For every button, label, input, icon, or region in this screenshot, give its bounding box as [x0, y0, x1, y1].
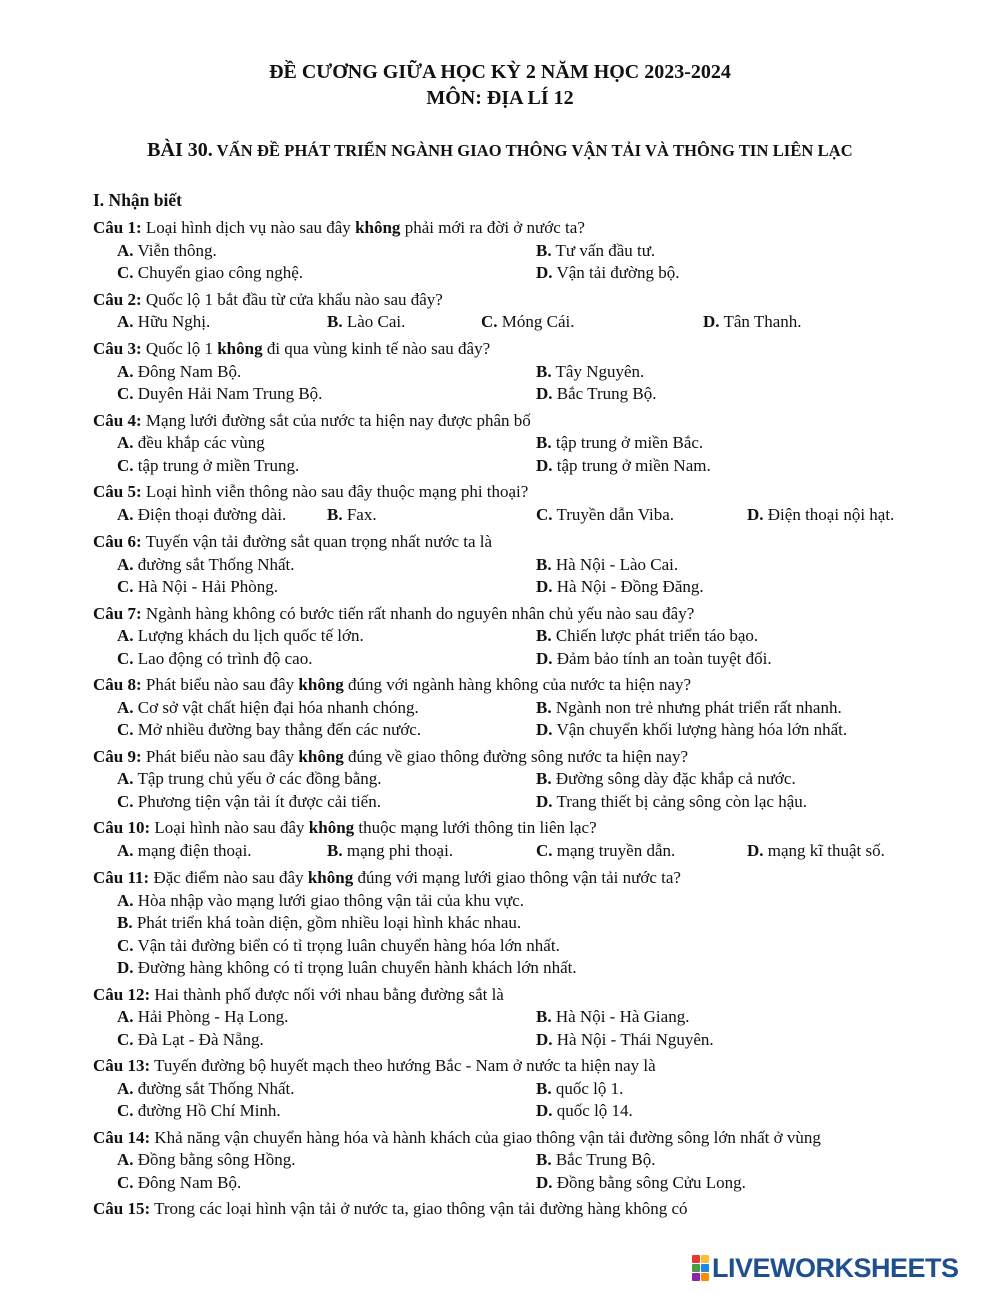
option-text: Đông Nam Bộ.	[137, 1172, 242, 1192]
option-label: C.	[117, 720, 134, 740]
option-text: mạng phi thoại.	[346, 840, 454, 860]
question-keyword: không	[308, 818, 355, 838]
answer-option[interactable]	[536, 383, 656, 406]
question-item	[93, 1055, 953, 1123]
answer-option[interactable]	[536, 432, 703, 455]
option-label: D.	[536, 577, 553, 597]
question-number: Câu 4:	[93, 410, 142, 430]
option-label: B.	[536, 433, 552, 453]
answer-option[interactable]	[327, 504, 377, 527]
option-text: Lượng khách du lịch quốc tế lớn.	[137, 626, 364, 646]
option-text: Chiến lược phát triển táo bạo.	[555, 626, 759, 646]
option-label: D.	[536, 648, 553, 668]
answer-option[interactable]	[536, 768, 796, 791]
option-text: Đông Nam Bộ.	[137, 361, 242, 381]
option-text: mạng kĩ thuật số.	[767, 840, 885, 860]
question-text-end: phải mới ra đời ở nước ta?	[400, 218, 585, 237]
answer-option[interactable]	[117, 554, 295, 577]
option-text: Chuyển giao công nghệ.	[137, 263, 304, 283]
option-label: B.	[536, 769, 552, 789]
question-stem	[93, 746, 953, 769]
answer-option[interactable]	[117, 957, 577, 980]
option-label: A.	[117, 1007, 134, 1027]
question-item	[93, 984, 953, 1052]
option-text: Mở nhiều đường bay thẳng đến các nước.	[137, 720, 422, 740]
answer-option[interactable]	[536, 240, 655, 263]
answer-option[interactable]	[327, 311, 405, 334]
question-text: Phát biểu nào sau đây	[141, 675, 299, 695]
question-item	[93, 1198, 953, 1221]
option-label: A.	[117, 504, 134, 524]
option-label: D.	[536, 263, 553, 283]
option-label: C.	[536, 840, 553, 860]
question-text-end: đúng với ngành hàng không của nước ta hiện nay?	[343, 675, 692, 695]
question-stem	[93, 289, 953, 312]
answer-option[interactable]	[117, 383, 322, 406]
answer-options	[117, 1078, 953, 1123]
option-text: Cơ sở vật chất hiện đại hóa nhanh chóng.	[137, 697, 419, 717]
question-text: Tuyến vận tải đường sắt quan trọng nhất nước ta là	[141, 531, 493, 551]
option-text: Đồng bằng sông Cửu Long.	[556, 1172, 746, 1192]
question-item	[93, 481, 953, 527]
option-label: D.	[536, 455, 553, 475]
option-label: C.	[117, 648, 134, 668]
answer-option[interactable]	[536, 504, 674, 527]
answer-option[interactable]	[536, 1149, 656, 1172]
option-label: B.	[536, 1007, 552, 1027]
option-text: Lào Cai.	[346, 312, 406, 332]
option-label: B.	[536, 626, 552, 646]
question-stem	[93, 481, 953, 504]
question-stem	[93, 867, 953, 890]
question-stem	[93, 817, 953, 840]
option-text: Đồng bằng sông Hồng.	[137, 1150, 296, 1170]
question-keyword: không	[298, 675, 344, 695]
answer-option[interactable]	[117, 935, 560, 958]
question-text: Đặc điểm nào sau đây	[149, 867, 308, 887]
answer-option[interactable]	[117, 697, 419, 720]
question-item	[93, 1127, 953, 1195]
option-label: D.	[536, 384, 553, 404]
option-label: B.	[327, 840, 343, 860]
question-text: Trong các loại hình vận tải ở nước ta, giao thông vận tải đường hàng không có	[150, 1199, 688, 1219]
option-text: đường Hồ Chí Minh.	[137, 1101, 281, 1121]
question-text: Loại hình nào sau đây	[150, 818, 309, 838]
option-label: D.	[747, 840, 764, 860]
answer-option[interactable]	[117, 625, 364, 648]
answer-option[interactable]	[117, 840, 252, 863]
question-keyword: không	[217, 339, 263, 359]
option-text: Truyền dẫn Viba.	[556, 504, 674, 524]
question-number: Câu 12:	[93, 984, 151, 1004]
option-label: A.	[117, 1078, 134, 1098]
liveworksheets-logo-icon	[692, 1255, 709, 1281]
logo-square	[701, 1264, 709, 1272]
option-label: A.	[117, 433, 134, 453]
logo-square	[692, 1255, 700, 1263]
answer-option[interactable]	[481, 311, 575, 334]
option-label: A.	[117, 240, 134, 260]
question-keyword: không	[298, 746, 344, 766]
option-text: Tây Nguyên.	[555, 361, 645, 381]
option-text: Hà Nội - Thái Nguyên.	[556, 1029, 714, 1049]
question-text: Loại hình dịch vụ nào sau đây	[141, 218, 356, 237]
answer-option[interactable]	[536, 840, 675, 863]
logo-square	[692, 1264, 700, 1272]
option-label: B.	[117, 913, 133, 933]
answer-option[interactable]	[536, 262, 680, 285]
question-number: Câu 2:	[93, 289, 142, 309]
option-label: A.	[117, 840, 134, 860]
option-text: tập trung ở miền Bắc.	[555, 433, 704, 453]
answer-option[interactable]	[747, 504, 894, 527]
option-label: B.	[536, 697, 552, 717]
option-text: Ngành non trẻ nhưng phát triển rất nhanh.	[555, 697, 842, 717]
option-text: tập trung ở miền Nam.	[556, 455, 711, 475]
question-item	[93, 338, 953, 406]
option-label: C.	[117, 577, 134, 597]
option-text: đều khắp các vùng	[137, 433, 265, 453]
answer-option[interactable]	[117, 1149, 296, 1172]
answer-option[interactable]	[536, 1100, 633, 1123]
option-text: Móng Cái.	[501, 312, 575, 332]
question-text: Hai thành phố được nối với nhau bằng đường sắt là	[150, 984, 504, 1004]
option-text: mạng truyền dẫn.	[556, 840, 676, 860]
question-number: Câu 13:	[93, 1056, 151, 1076]
option-label: D.	[536, 720, 553, 740]
logo-square	[701, 1273, 709, 1281]
lesson-heading	[0, 139, 1000, 162]
question-stem	[93, 410, 953, 433]
answer-option[interactable]	[747, 840, 885, 863]
option-text: Phát triển khá toàn diện, gồm nhiều loại hình khác nhau.	[136, 913, 522, 933]
answer-option[interactable]	[536, 554, 678, 577]
question-item	[93, 817, 953, 863]
question-text: Tuyến đường bộ huyết mạch theo hướng Bắc - Nam ở nước ta hiện nay là	[150, 1056, 656, 1076]
answer-option[interactable]	[536, 1078, 623, 1101]
question-stem	[93, 217, 953, 240]
answer-option[interactable]	[536, 697, 842, 720]
option-label: C.	[117, 384, 134, 404]
option-label: A.	[117, 697, 134, 717]
option-text: Đảm bảo tính an toàn tuyệt đối.	[556, 648, 772, 668]
option-label: C.	[117, 1029, 134, 1049]
question-number: Câu 5:	[93, 482, 142, 502]
answer-option[interactable]	[536, 791, 807, 814]
option-text: Hà Nội - Hà Giang.	[555, 1007, 690, 1027]
answer-option[interactable]	[117, 890, 524, 913]
answer-option[interactable]	[117, 262, 303, 285]
option-label: D.	[536, 1172, 553, 1192]
answer-option[interactable]	[536, 455, 711, 478]
option-label: D.	[536, 1101, 553, 1121]
answer-options	[117, 432, 953, 477]
answer-option[interactable]	[536, 361, 644, 384]
question-text-end: đi qua vùng kinh tế nào sau đây?	[262, 339, 491, 359]
answer-options	[117, 768, 953, 813]
answer-options	[117, 890, 953, 980]
question-item	[93, 410, 953, 478]
answer-options	[117, 311, 953, 334]
question-text: Khả năng vận chuyển hàng hóa và hành khách của giao thông vận tải đường sông lớn nhất ở vùng	[150, 1127, 821, 1147]
question-keyword: không	[307, 867, 354, 887]
question-text: Loại hình viễn thông nào sau đây thuộc mạng phi thoại?	[141, 482, 529, 502]
question-item	[93, 217, 953, 285]
option-label: A.	[117, 626, 134, 646]
option-label: A.	[117, 1150, 134, 1170]
question-stem	[93, 338, 953, 361]
question-number: Câu 9:	[93, 746, 142, 766]
option-label: C.	[117, 1172, 134, 1192]
answer-options	[117, 504, 953, 527]
option-text: Điện thoại nội hạt.	[767, 504, 895, 524]
option-text: Fax.	[346, 504, 377, 524]
option-text: mạng điện thoại.	[137, 840, 252, 860]
question-item	[93, 289, 953, 335]
answer-option[interactable]	[703, 311, 802, 334]
question-text: Quốc lộ 1 bắt đầu từ cửa khẩu nào sau đây?	[141, 289, 443, 309]
option-text: Tân Thanh.	[723, 312, 802, 332]
watermark-text: LIVEWORKSHEETS	[712, 1252, 959, 1283]
answer-option[interactable]	[117, 311, 210, 334]
logo-square	[692, 1273, 700, 1281]
answer-option[interactable]	[117, 1172, 241, 1195]
answer-option[interactable]	[117, 791, 381, 814]
question-stem	[93, 984, 953, 1007]
answer-option[interactable]	[117, 719, 421, 742]
option-label: A.	[117, 890, 134, 910]
document-title: ĐỀ CƯƠNG GIỮA HỌC KỲ 2 NĂM HỌC 2023-2024	[269, 61, 731, 83]
question-number: Câu 3:	[93, 339, 142, 359]
option-label: D.	[536, 1029, 553, 1049]
answer-option[interactable]	[117, 361, 241, 384]
option-label: B.	[327, 504, 343, 524]
option-label: C.	[117, 791, 134, 811]
option-text: Hà Nội - Hải Phòng.	[137, 577, 279, 597]
answer-option[interactable]	[117, 1078, 295, 1101]
question-text-end: thuộc mạng lưới thông tin liên lạc?	[354, 818, 597, 838]
option-text: Phương tiện vận tải ít được cải tiến.	[137, 791, 381, 811]
question-stem	[93, 1127, 953, 1150]
option-text: Tư vấn đầu tư.	[555, 240, 656, 260]
option-label: B.	[536, 1078, 552, 1098]
option-text: quốc lộ 14.	[556, 1101, 633, 1121]
option-label: A.	[117, 769, 134, 789]
question-stem	[93, 603, 953, 626]
option-label: C.	[481, 312, 498, 332]
option-text: Tập trung chủ yếu ở các đồng bằng.	[137, 769, 382, 789]
answer-option[interactable]	[117, 432, 265, 455]
option-label: B.	[536, 1150, 552, 1170]
question-stem	[93, 531, 953, 554]
question-item	[93, 746, 953, 814]
question-stem	[93, 1198, 953, 1221]
section-title: I. Nhận biết	[93, 190, 182, 210]
answer-option[interactable]	[536, 719, 847, 742]
option-label: D.	[536, 791, 553, 811]
option-label: C.	[536, 504, 553, 524]
option-text: đường sắt Thống Nhất.	[137, 1078, 295, 1098]
option-label: B.	[536, 361, 552, 381]
answer-option[interactable]	[536, 1172, 746, 1195]
answer-option[interactable]	[536, 1006, 689, 1029]
option-text: Điện thoại đường dài.	[137, 504, 287, 524]
logo-square	[701, 1255, 709, 1263]
option-text: Hà Nội - Lào Cai.	[555, 554, 679, 574]
answer-options	[117, 697, 953, 742]
question-list	[93, 217, 953, 1225]
option-label: C.	[117, 935, 134, 955]
option-label: D.	[747, 504, 764, 524]
question-number: Câu 14:	[93, 1127, 151, 1147]
answer-options	[117, 840, 953, 863]
answer-options	[117, 361, 953, 406]
option-text: Bắc Trung Bộ.	[555, 1150, 656, 1170]
answer-option[interactable]	[117, 576, 278, 599]
option-text: Hà Nội - Đồng Đăng.	[556, 577, 704, 597]
question-text: Quốc lộ 1	[141, 339, 218, 359]
question-number: Câu 6:	[93, 531, 142, 551]
answer-options	[117, 1006, 953, 1051]
answer-option[interactable]	[117, 768, 382, 791]
option-label: B.	[327, 312, 343, 332]
option-text: Đường hàng không có tỉ trọng luân chuyển hành khách lớn nhất.	[137, 958, 577, 978]
option-label: C.	[117, 263, 134, 283]
option-label: D.	[117, 958, 134, 978]
question-number: Câu 10:	[93, 818, 151, 838]
option-text: Viễn thông.	[137, 240, 217, 260]
option-text: Duyên Hải Nam Trung Bộ.	[137, 384, 323, 404]
answer-option[interactable]	[536, 1029, 714, 1052]
option-text: Vận chuyển khối lượng hàng hóa lớn nhất.	[556, 720, 848, 740]
watermark	[692, 1253, 959, 1283]
option-text: Hữu Nghị.	[137, 312, 211, 332]
answer-option[interactable]	[117, 1029, 264, 1052]
answer-options	[117, 240, 953, 285]
question-item	[93, 531, 953, 599]
option-label: C.	[117, 455, 134, 475]
option-text: Vận tải đường biển có tỉ trọng luân chuyển hàng hóa lớn nhất.	[137, 935, 560, 955]
answer-option[interactable]	[536, 625, 758, 648]
question-text: Mạng lưới đường sắt của nước ta hiện nay được phân bố	[141, 410, 531, 430]
answer-option[interactable]	[536, 576, 704, 599]
answer-options	[117, 554, 953, 599]
lesson-number: BÀI 30.	[147, 139, 213, 161]
option-text: Bắc Trung Bộ.	[556, 384, 657, 404]
question-text: Ngành hàng không có bước tiến rất nhanh do nguyên nhân chủ yếu nào sau đây?	[141, 603, 695, 623]
question-number: Câu 11:	[93, 867, 150, 887]
option-text: Hải Phòng - Hạ Long.	[137, 1007, 289, 1027]
question-item	[93, 867, 953, 980]
option-text: đường sắt Thống Nhất.	[137, 554, 295, 574]
lesson-title: VẤN ĐỀ PHÁT TRIỂN NGÀNH GIAO THÔNG VẬN TẢI VÀ THÔNG TIN LIÊN LẠC	[212, 141, 853, 160]
answer-options	[117, 625, 953, 670]
answer-option[interactable]	[327, 840, 453, 863]
option-text: Trang thiết bị cảng sông còn lạc hậu.	[556, 791, 808, 811]
option-label: C.	[117, 1101, 134, 1121]
answer-option[interactable]	[117, 912, 521, 935]
option-text: Đà Lạt - Đà Nẵng.	[137, 1029, 264, 1049]
answer-option[interactable]	[117, 455, 299, 478]
question-text: Phát biểu nào sau đây	[141, 746, 299, 766]
option-label: A.	[117, 554, 134, 574]
option-text: Đường sông dày đặc khắp cả nước.	[555, 769, 796, 789]
subject-title: MÔN: ĐỊA LÍ 12	[426, 87, 574, 109]
option-label: D.	[703, 312, 720, 332]
question-item	[93, 603, 953, 671]
option-text: Vận tải đường bộ.	[556, 263, 680, 283]
option-text: Hòa nhập vào mạng lưới giao thông vận tải của khu vực.	[137, 890, 524, 910]
question-item	[93, 674, 953, 742]
question-number: Câu 1:	[93, 218, 142, 237]
option-label: A.	[117, 361, 134, 381]
question-number: Câu 8:	[93, 675, 142, 695]
answer-option[interactable]	[117, 504, 286, 527]
option-text: tập trung ở miền Trung.	[137, 455, 300, 475]
option-text: Lao động có trình độ cao.	[137, 648, 313, 668]
option-label: B.	[536, 240, 552, 260]
answer-option[interactable]	[117, 1100, 281, 1123]
question-text-end: đúng về giao thông đường sông nước ta hiện nay?	[343, 746, 689, 766]
answer-option[interactable]	[536, 648, 772, 671]
option-label: B.	[536, 554, 552, 574]
question-number: Câu 15:	[93, 1199, 151, 1219]
answer-option[interactable]	[117, 1006, 288, 1029]
answer-option[interactable]	[117, 240, 217, 263]
option-label: A.	[117, 312, 134, 332]
option-text: quốc lộ 1.	[555, 1078, 624, 1098]
question-number: Câu 7:	[93, 603, 142, 623]
question-stem	[93, 1055, 953, 1078]
answer-options	[117, 1149, 953, 1194]
question-keyword: không	[355, 218, 401, 237]
question-stem	[93, 674, 953, 697]
answer-option[interactable]	[117, 648, 312, 671]
question-text-end: đúng với mạng lưới giao thông vận tải nước ta?	[353, 867, 681, 887]
